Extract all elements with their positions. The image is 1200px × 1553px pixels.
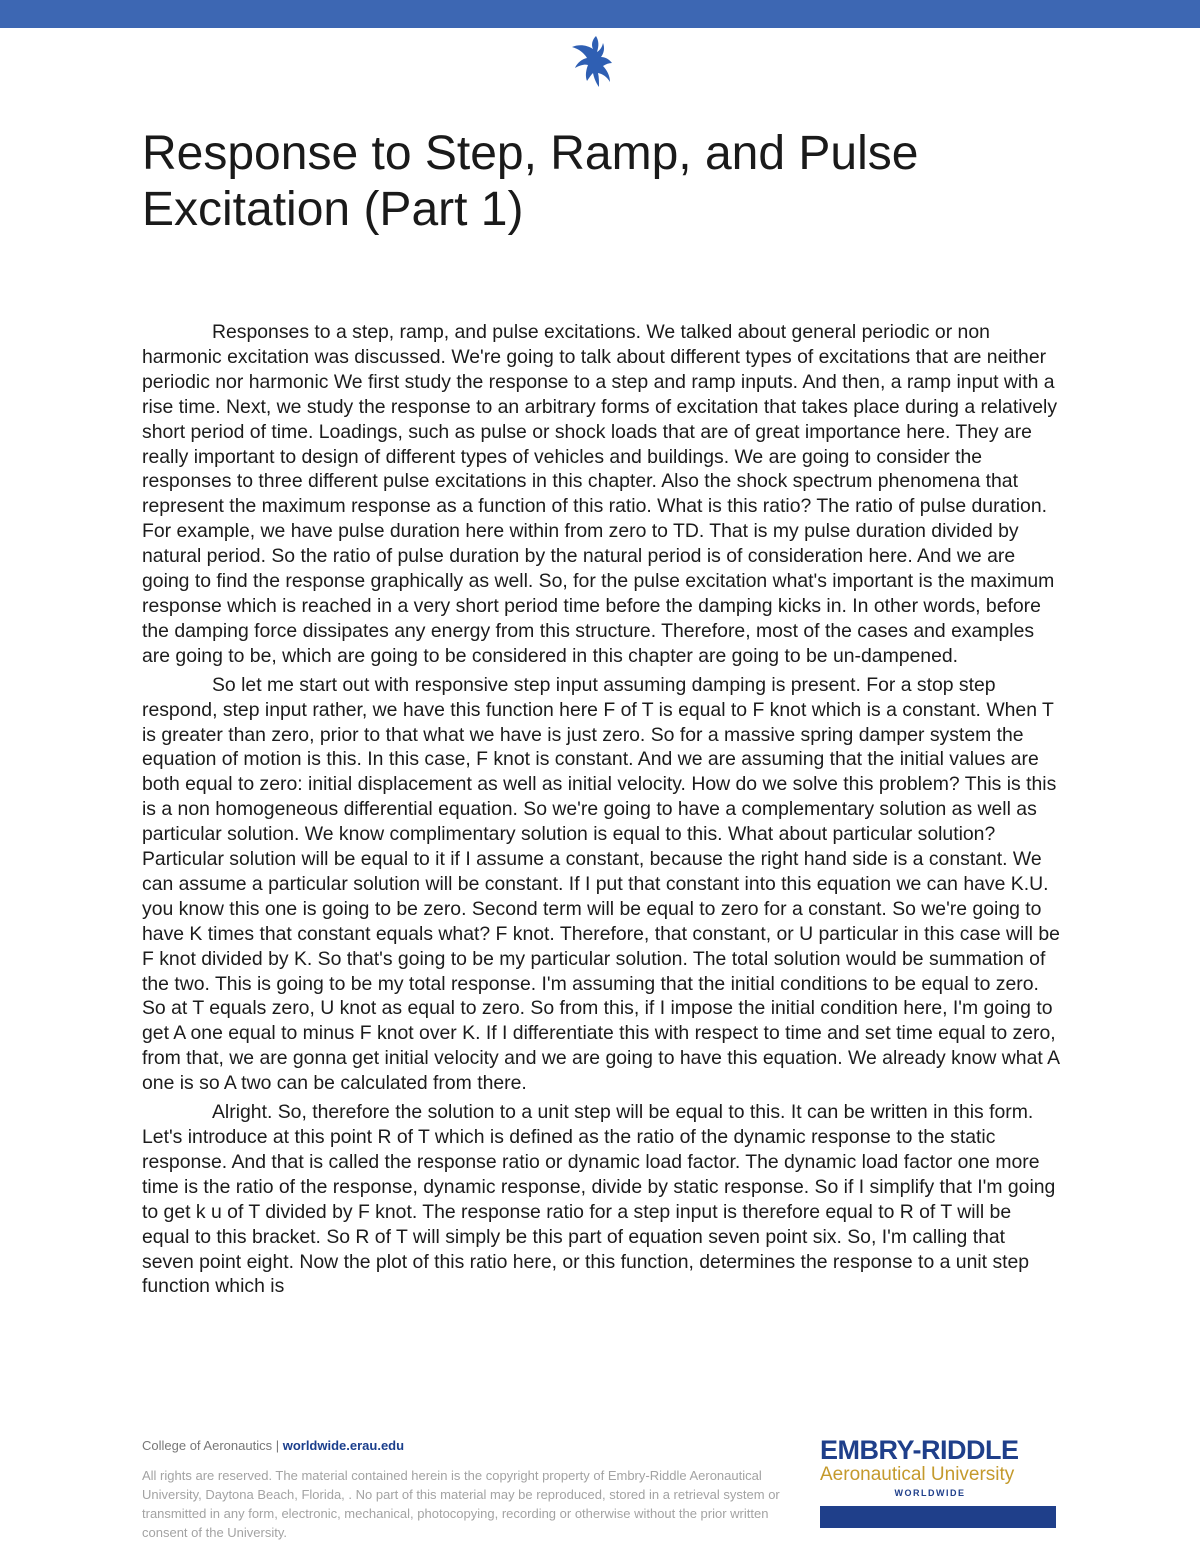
paragraph: Responses to a step, ramp, and pulse excitations. We talked about general periodic or non harmonic excitation was discussed. We're going to talk about different types of excitations that are neither periodic nor harmonic We first study the response to a step and ramp inputs. And then, a ramp input with a rise time. Next, we study the response to an arbitrary forms of excitation that takes place during a relatively short period of time. Loadings, such as pulse or shock loads that are of great importance here. They are really important to design of different types of vehicles and buildings. We are going to consider the responses to three different pulse excitations in this chapter. Also the shock spectrum phenomena that represent the maximum response as a function of this ratio. What is this ratio? The ratio of pulse duration. For example, we have pulse duration here within from zero to TD. That is my pulse duration divided by natural period. So the ratio of pulse duration by the natural period is of consideration here. And we are going to find the response graphically as well. So, for the pulse excitation what's important is the maximum response which is reached in a very short period time before the damping kicks in. In other words, before the damping force dissipates any energy from this structure. Therefore, most of the cases and examples are going to be, which are going to be considered in this chapter are going to be un-dampened. [142, 321, 1058, 667]
website-link[interactable]: worldwide.erau.edu [282, 1438, 405, 1453]
page-title: Response to Step, Ramp, and Pulse Excitation (Part 1) [142, 127, 919, 236]
paragraph: Alright. So, therefore the solution to a unit step will be equal to this. It can be written in this form. Let's introduce at this point R of T which is defined as the ratio of the dynamic response to the static response. And that is called the response ratio or dynamic load factor. The dynamic load factor one more time is the ratio of the response, dynamic response, divide by static response. So if I simplify that I'm going to get k u of T divided by F knot. The response ratio for a step input is therefore equal to R of T will be equal to this bracket. So R of T will simply be this part of equation seven point six. So, I'm calling that seven point eight. Now the plot of this ratio here, or this function, determines the response to a unit step function which is [142, 1101, 1056, 1298]
logo-campus: WORLDWIDE [894, 1488, 966, 1498]
logo-bar [820, 1506, 1056, 1528]
copyright-notice: All rights are reserved. The material contained herein is the copyright property of Embry-Riddle Aeronautical University, Daytona Beach, Florida, . No part of this material may be reproduced, stored in a retrieval system or transmitted in any form, electronic, mechanical, photocopying, recording or otherwise without the prior written consent of the University. [142, 1468, 780, 1540]
footer-separator: | [272, 1438, 283, 1453]
footer-college-line [142, 1438, 404, 1453]
logo-name: EMBRY-RIDDLE [820, 1435, 1019, 1465]
logo-university: Aeronautical University [820, 1464, 1015, 1485]
university-logo [820, 1436, 1056, 1528]
eagle-icon [562, 32, 624, 94]
top-banner [0, 0, 1200, 28]
college-name: College of Aeronautics [142, 1438, 273, 1453]
paragraph: So let me start out with responsive step input assuming damping is present. For a stop step respond, step input rather, we have this function here F of T is equal to F knot which is a constant. When T is greater than zero, prior to that what we have is just zero. So for a massive spring damper system the equation of motion is this. In this case, F knot is constant. And we are assuming that the initial values are both equal to zero: initial displacement as well as initial velocity. How do we solve this problem? This is this is a non homogeneous differential equation. So we're going to have a complementary solution as well as particular solution. We know complimentary solution is equal to this. What about particular solution? Particular solution will be equal to it if I assume a constant, because the right hand side is a constant. We can assume a particular solution will be constant. If I put that constant into this equation we can have K.U. you know this one is going to be zero. Second term will be equal to zero for a constant. So we're going to have K times that constant equals what? F knot. Therefore, that constant, or U particular in this case will be F knot divided by K. So that's going to be my particular solution. The total solution would be summation of the two. This is going to be my total response. I'm assuming that the initial conditions to be equal to zero. So at T equals zero, U knot as equal to zero. So from this, if I impose the initial condition here, I'm going to get A one equal to minus F knot over K. If I differentiate this with respect to time and set time equal to zero, from that, we are gonna get initial velocity and we are going to have this equation. We already know what A one is so A two can be calculated from there. [142, 673, 1060, 1095]
document-body [142, 320, 1060, 1303]
